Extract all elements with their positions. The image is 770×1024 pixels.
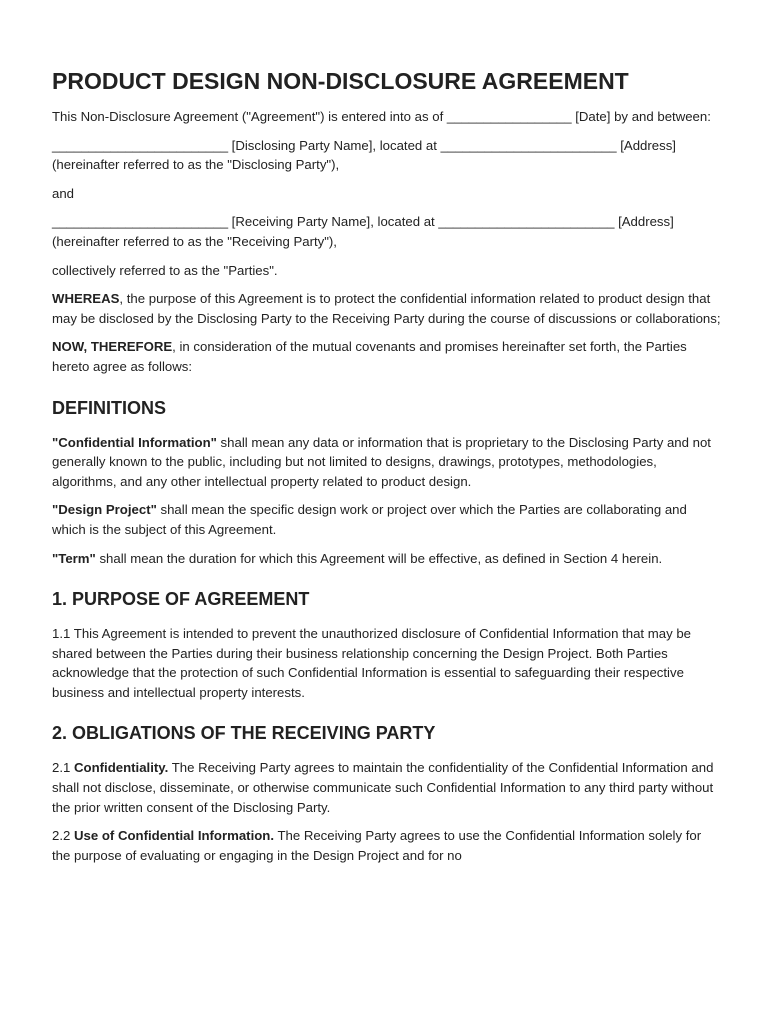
document-page bbox=[52, 68, 722, 874]
clause-label: Use of Confidential Information. bbox=[74, 828, 275, 844]
definition-text: shall mean the duration for which this Agreement will be effective, as defined in Section 4 herein. bbox=[95, 550, 663, 566]
now-therefore-label: NOW, THEREFORE bbox=[52, 339, 173, 355]
definition-item bbox=[52, 549, 722, 569]
document-title: PRODUCT DESIGN NON-DISCLOSURE AGREEMENT bbox=[52, 68, 629, 94]
definition-term: "Confidential Information" bbox=[52, 434, 217, 450]
obligation-clause bbox=[52, 758, 722, 817]
obligations-section bbox=[52, 723, 722, 865]
clause-text: The Receiving Party agrees to use the Confidential Information solely for the purpose of evaluating or engaging in the Design Project and for no bbox=[52, 828, 702, 863]
obligation-clause bbox=[52, 826, 722, 865]
definition-term: "Term" bbox=[52, 550, 96, 566]
whereas-text: , the purpose of this Agreement is to protect the confidential information related to product design that may be disclosed by the Disclosing Party to the Receiving Party during the course of discussions or collaborations; bbox=[52, 291, 721, 326]
whereas-label: WHEREAS bbox=[52, 291, 120, 307]
intro-paragraph-date: This Non-Disclosure Agreement ("Agreement") is entered into as of _________________ [Date] by and between: bbox=[52, 109, 711, 124]
whereas-clause bbox=[52, 289, 722, 328]
definition-item bbox=[52, 433, 722, 492]
purpose-heading: 1. PURPOSE OF AGREEMENT bbox=[52, 589, 310, 610]
intro-paragraph-parties: collectively referred to as the "Parties". bbox=[52, 262, 278, 278]
intro-paragraph-disclosing-party: ________________________ [Disclosing Party Name], located at ________________________ [Address] (hereinafter referred to as the "Disclosing Party"), bbox=[52, 137, 676, 173]
clause-text: The Receiving Party agrees to maintain the confidentiality of the Confidential Information and shall not disclose, disseminate, or otherwise communicate such Confidential Information to any third party without the prior written consent of the Disclosing Party. bbox=[52, 760, 714, 815]
purpose-clause: 1.1 This Agreement is intended to prevent the unauthorized disclosure of Confidential Information that may be shared between the Parties during their business relationship concerning the Design Project. Both Parties acknowledge that the protection of such Confidential Information is essential to safeguarding their respective business and intellectual property interests. bbox=[52, 626, 692, 700]
clause-number: 2.1 bbox=[52, 760, 74, 776]
now-therefore-text: , in consideration of the mutual covenants and promises hereinafter set forth, the Parties hereto agree as follows: bbox=[52, 339, 687, 374]
definition-text: shall mean the specific design work or project over which the Parties are collaborating and which is the subject of this Agreement. bbox=[52, 502, 687, 537]
definition-term: "Design Project" bbox=[52, 502, 157, 518]
clause-number: 2.2 bbox=[52, 828, 74, 844]
definitions-section bbox=[52, 398, 722, 569]
definitions-heading: DEFINITIONS bbox=[52, 397, 167, 418]
definition-item bbox=[52, 500, 722, 539]
now-therefore-clause bbox=[52, 337, 722, 376]
obligations-heading: 2. OBLIGATIONS OF THE RECEIVING PARTY bbox=[52, 723, 436, 744]
clause-label: Confidentiality. bbox=[74, 760, 169, 776]
intro-paragraph-and: and bbox=[52, 185, 75, 201]
purpose-section bbox=[52, 589, 722, 702]
intro-paragraph-receiving-party: ________________________ [Receiving Party Name], located at ________________________ [Address] (hereinafter referred to as the "Receiving Party"), bbox=[52, 214, 674, 249]
definition-text: shall mean any data or information that is proprietary to the Disclosing Party and not generally known to the public, including but not limited to designs, drawings, prototypes, methodologies, algorithms, and any other intellectual property related to product design. bbox=[52, 434, 711, 489]
